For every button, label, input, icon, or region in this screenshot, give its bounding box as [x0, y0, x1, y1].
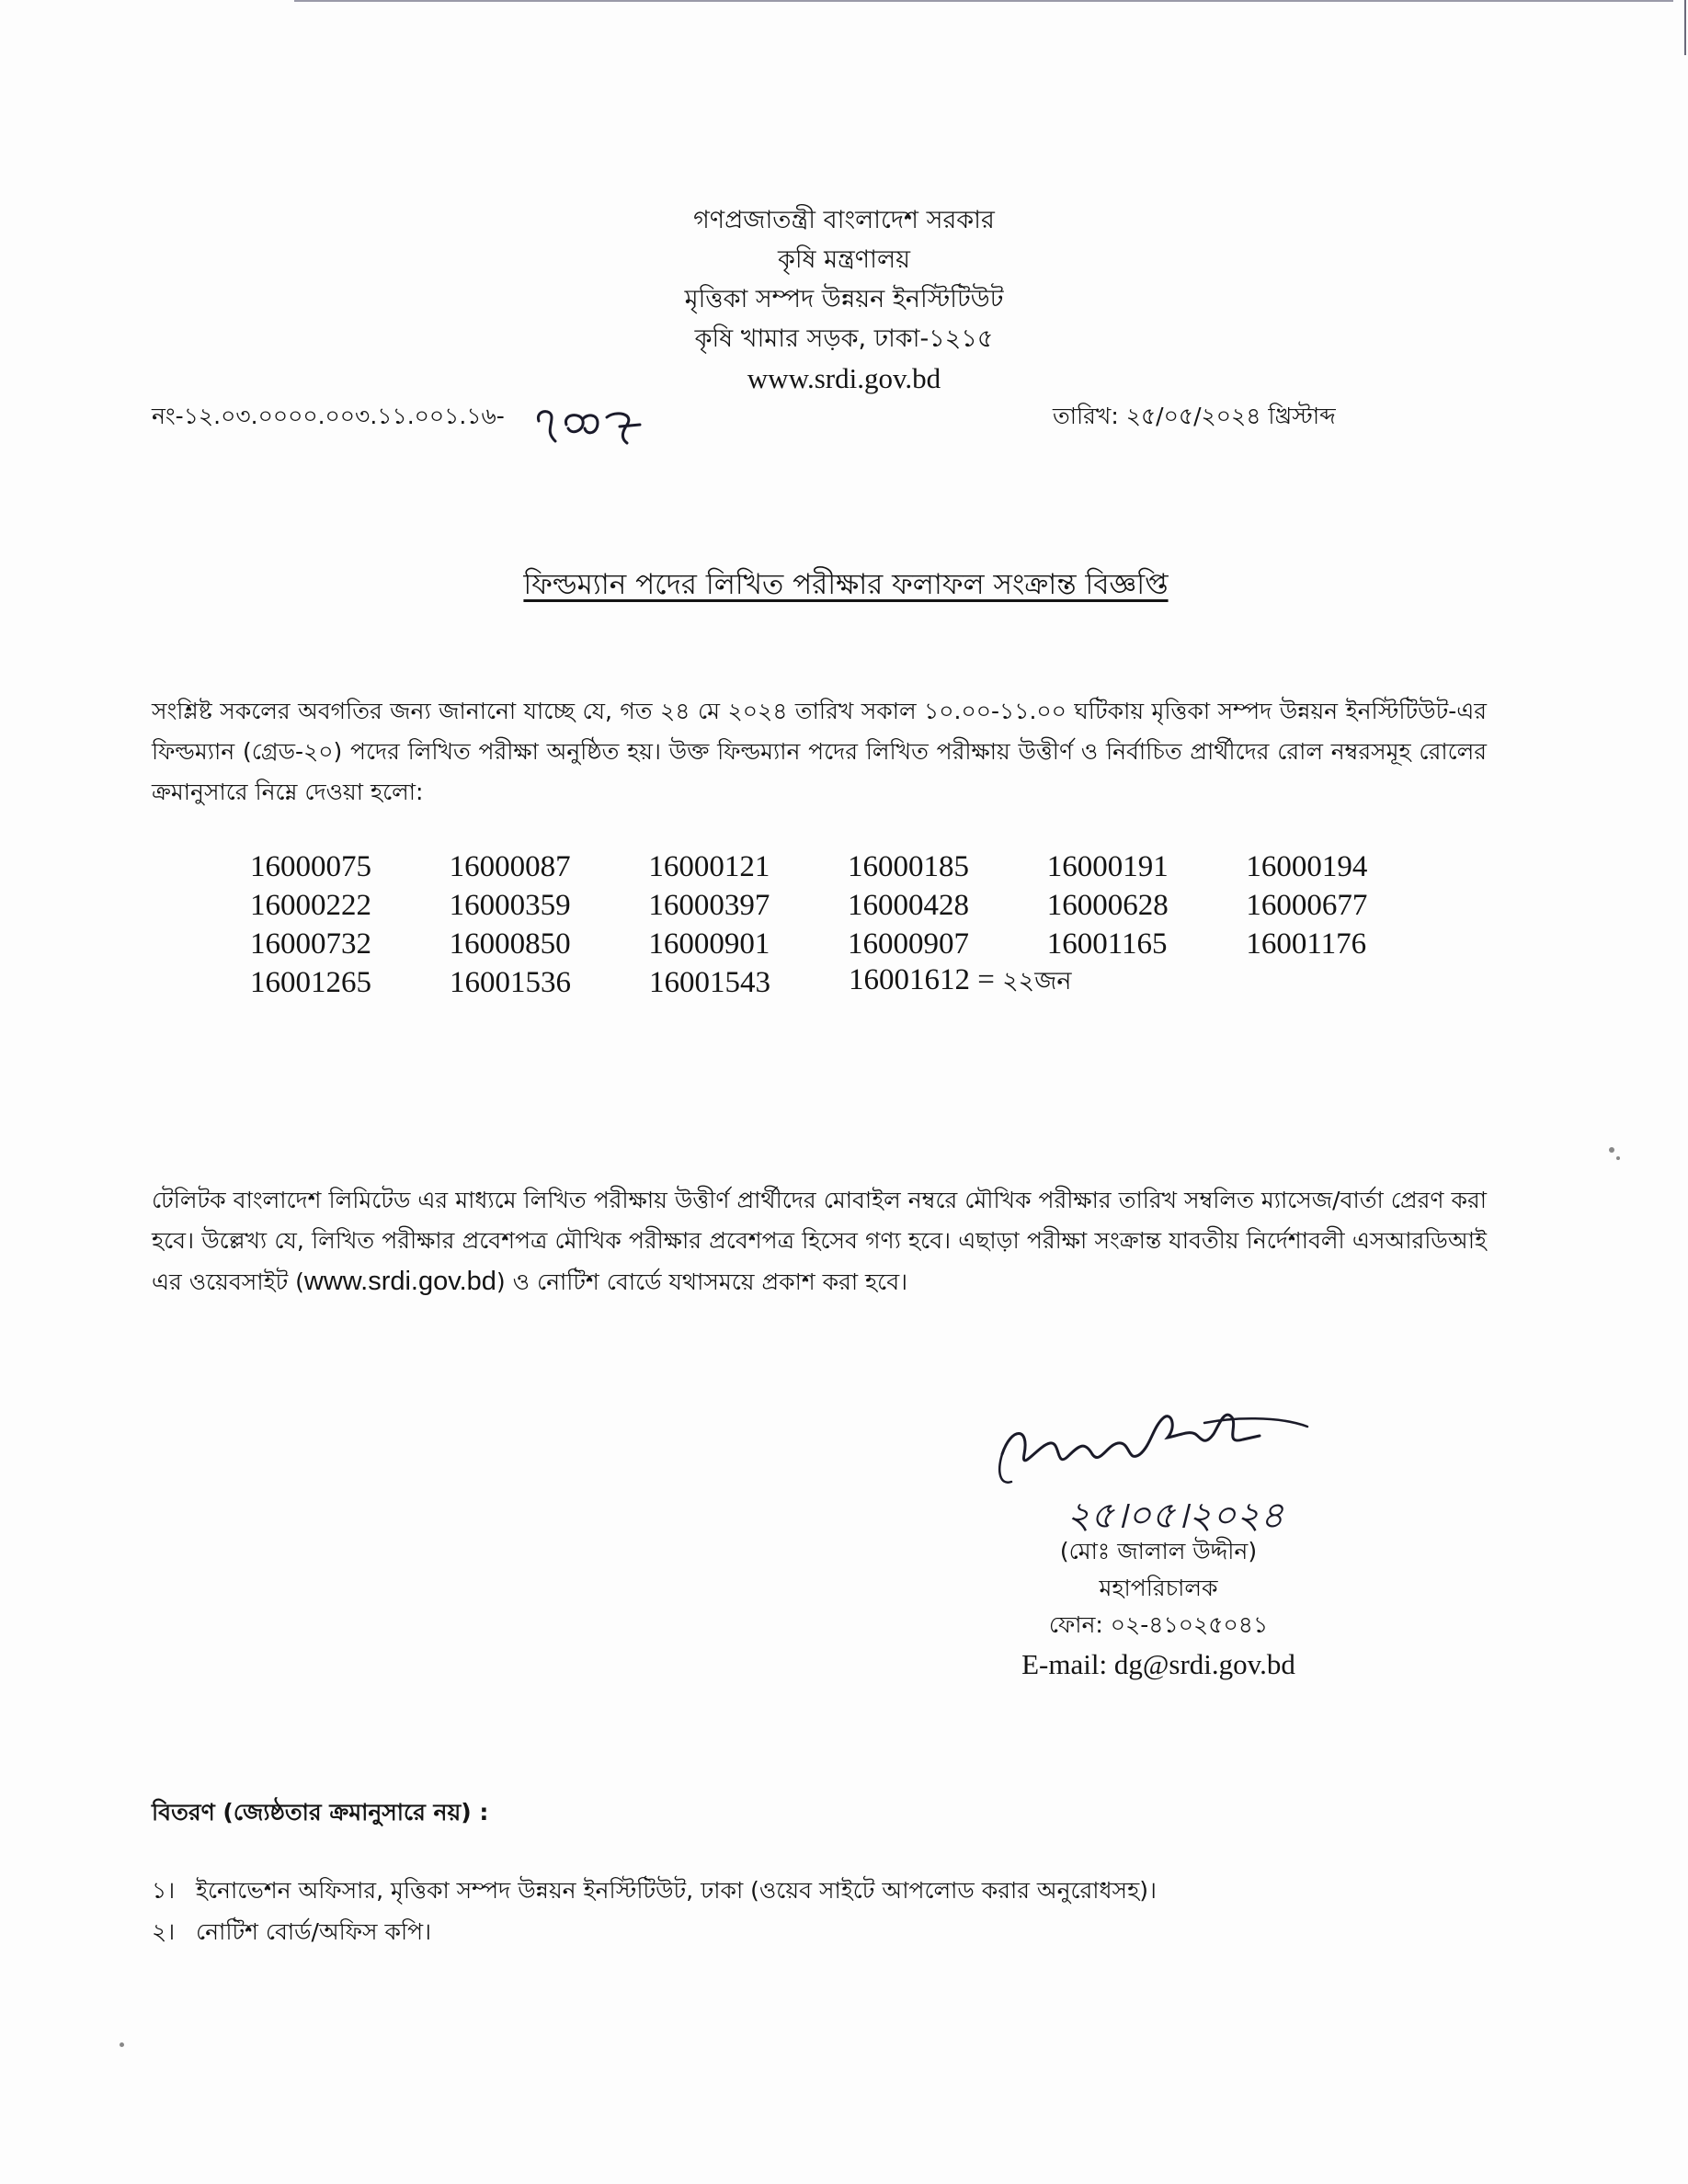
instruction-paragraph	[152, 1180, 1487, 1302]
header-address: কৃষি খামার সড়ক, ঢাকা-১২১৫	[694, 324, 994, 353]
scan-speck	[120, 2042, 124, 2047]
roll-number: 16000194	[1246, 849, 1368, 883]
handwritten-signature	[984, 1390, 1352, 1537]
signatory-email: E-mail: dg@srdi.gov.bd	[1021, 1648, 1295, 1680]
roll-number: 16000222	[250, 888, 371, 922]
roll-row	[250, 963, 1445, 1002]
list-item-text: নোটিশ বোর্ড/অফিস কপি।	[196, 1918, 432, 1945]
distribution-heading: বিতরণ (জ্যেষ্ঠতার ক্রমানুসারে নয়) :	[152, 1799, 489, 1826]
roll-number-list	[250, 847, 1445, 1002]
roll-number: 16000075	[250, 849, 371, 883]
handwritten-memo-number	[531, 404, 651, 447]
roll-number: 16000732	[250, 927, 371, 961]
total-count: ২২জন	[1002, 966, 1072, 995]
roll-number: 16000628	[1046, 888, 1169, 922]
list-item-text: ইনোভেশন অফিসার, মৃত্তিকা সম্পদ উন্নয়ন ইনস্টিটিউট, ঢাকা (ওয়েব সাইটে আপলোড করার অনুরোধসহ)।	[196, 1877, 1157, 1904]
roll-number: 16001176	[1246, 927, 1367, 961]
memo-date: তারিখ: ২৫/০৫/২০২৪ খ্রিস্টাব্দ	[1053, 403, 1336, 429]
roll-number: 16000359	[449, 888, 571, 922]
scan-speck	[1609, 1147, 1614, 1153]
scan-edge-top	[294, 0, 1673, 2]
intro-paragraph: সংশ্লিষ্ট সকলের অবগতির জন্য জানানো যাচ্ছে যে, গত ২৪ মে ২০২৪ তারিখ সকাল ১০.০০-১১.০০ ঘটিকায় মৃত্তিকা সম্পদ উন্নয়ন ইনস্টিটিউট-এর ফিল্ডম্যান (গ্রেড-২০) পদের লিখিত পরীক্ষা অনুষ্ঠিত হয়। উক্ত ফিল্ডম্যান পদের লিখিত পরীক্ষায় উত্তীর্ণ ও নির্বাচিত প্রার্থীদের রোল নম্বরসমূহ রোলের ক্রমানুসারে নিম্নে দেওয়া হলো:	[152, 698, 1487, 805]
distribution-list	[152, 1870, 1157, 1952]
roll-number: 16001543	[649, 965, 770, 999]
header-institute: মৃত্তিকা সম্পদ উন্নয়ন ইনস্টিটিউট	[684, 285, 1004, 313]
signature-block	[956, 1533, 1361, 1686]
instruction-text-end: ) ও নোটিশ বোর্ডে যথাসময়ে প্রকাশ করা হবে।	[496, 1268, 908, 1295]
roll-number: 16000185	[848, 849, 970, 883]
roll-number: 16000901	[648, 927, 770, 961]
scan-speck	[1616, 1156, 1620, 1160]
signatory-phone: ফোন: ০২-৪১০২৫০৪১	[1048, 1611, 1269, 1638]
memo-number: নং-১২.০৩.০০০০.০০৩.১১.০০১.১৬-	[152, 403, 505, 429]
signatory-name: (মোঃ জালাল উদ্দীন)	[1059, 1538, 1258, 1564]
roll-row	[250, 925, 1445, 963]
roll-row	[250, 847, 1445, 886]
instruction-website: www.srdi.gov.bd	[303, 1267, 496, 1296]
roll-number: 16001536	[450, 965, 571, 999]
instruction-text: টেলিটক বাংলাদেশ লিমিটেড এর মাধ্যমে লিখিত পরীক্ষায় উত্তীর্ণ প্রার্থীদের মোবাইল নম্বরে মৌখিক পরীক্ষার তারিখ সম্বলিত ম্যাসেজ/বার্তা প্রেরণ করা হবে। উল্লেখ্য যে, লিখিত পরীক্ষার প্রবেশপত্র মৌখিক পরীক্ষার প্রবেশপত্র হিসেব গণ্য হবে। এছাড়া পরীক্ষা সংক্রান্ত যাবতীয় নির্দেশাবলী এসআরডিআই এর ওয়েবসাইট (	[152, 1187, 1487, 1295]
list-item	[152, 1870, 1157, 1911]
header-website: www.srdi.gov.bd	[747, 362, 941, 394]
roll-number: 16000121	[648, 849, 770, 883]
roll-number-last	[849, 962, 1072, 1004]
roll-number: 16000850	[449, 927, 571, 961]
roll-number: 16000677	[1246, 888, 1368, 922]
roll-number: 16000428	[848, 888, 970, 922]
roll-row	[250, 886, 1445, 925]
list-item-number: ২।	[152, 1918, 176, 1945]
roll-number: 16000907	[848, 927, 970, 961]
scan-edge-right	[1684, 0, 1686, 55]
total-equals: =	[970, 962, 1003, 996]
list-item	[152, 1911, 1157, 1952]
roll-number: 16001165	[1046, 927, 1168, 961]
roll-number: 16001612	[849, 962, 970, 996]
header-government: গণপ্রজাতন্ত্রী বাংলাদেশ সরকার	[693, 206, 995, 234]
header-ministry: কৃষি মন্ত্রণালয়	[777, 245, 910, 274]
office-header	[568, 200, 1120, 398]
roll-number: 16000397	[648, 888, 770, 922]
roll-number: 16000087	[449, 849, 571, 883]
roll-number: 16000191	[1046, 849, 1169, 883]
roll-number: 16001265	[250, 965, 371, 999]
list-item-number: ১।	[152, 1877, 176, 1904]
handwritten-signature-date: ২৫।০৫।২০২৪	[1066, 1495, 1284, 1537]
signatory-designation: মহাপরিচালক	[1099, 1575, 1218, 1601]
notice-title: ফিল্ডম্যান পদের লিখিত পরীক্ষার ফলাফল সংক্রান্ত বিজ্ঞপ্তি	[523, 568, 1169, 601]
